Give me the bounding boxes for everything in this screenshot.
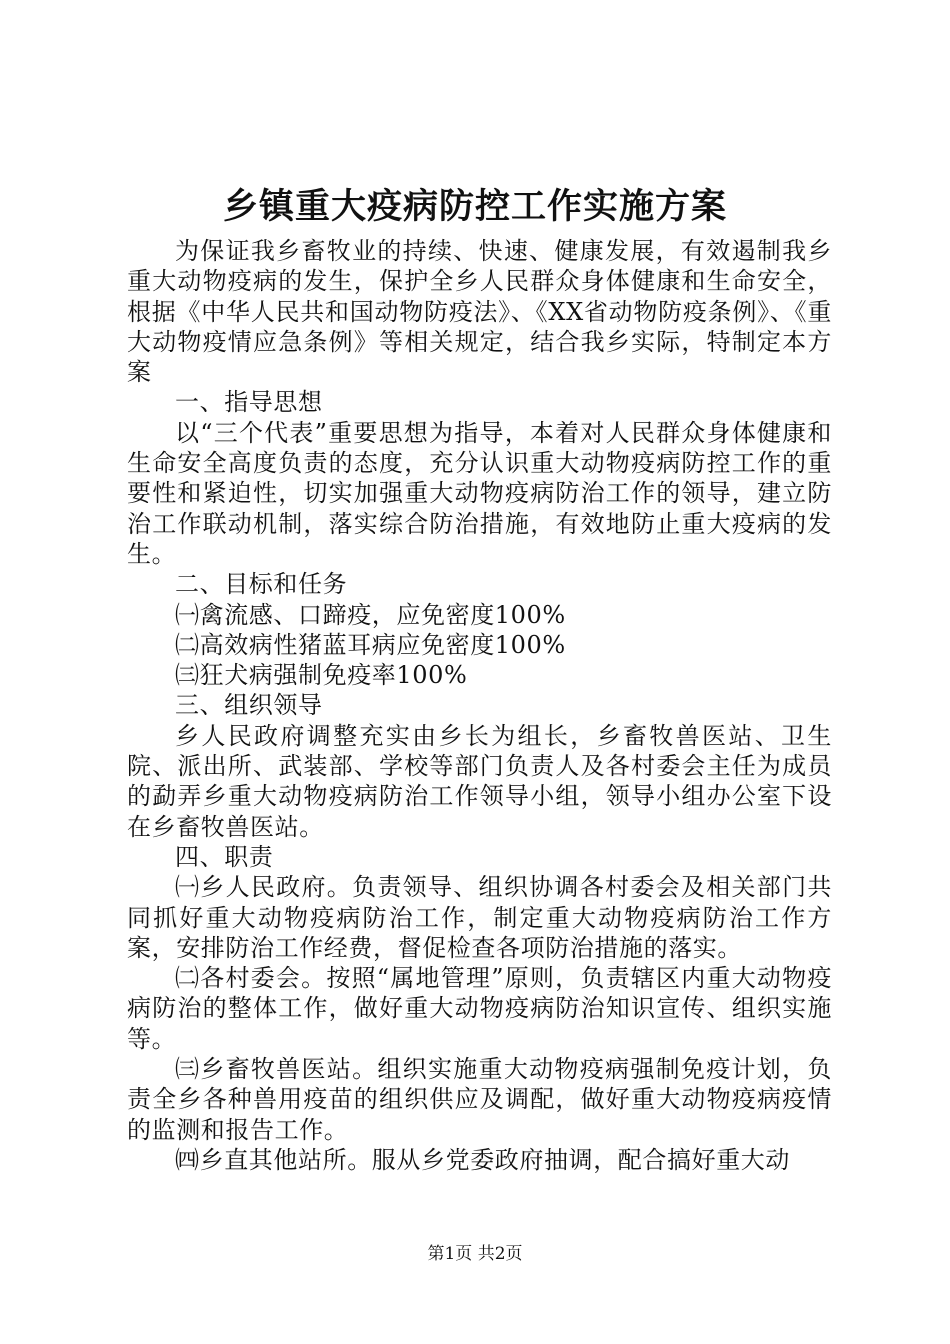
goal-item-2: ㈡高效病性猪蓝耳病应免密度100% xyxy=(175,630,566,659)
duty-item-1: ㈠乡人民政府。负责领导、组织协调各村委会及相关部门共同抓好重大动物疫病防治工作，制定重大动物疫病防治工作方案，安排防治工作经费，督促检查各项防治措施的落实。 xyxy=(127,873,832,962)
intro-paragraph: 为保证我乡畜牧业的持续、快速、健康发展，有效遏制我乡重大动物疫病的发生，保护全乡人民群众身体健康和生命安全，根据《中华人民共和国动物防疫法》、《XX省动物防疫条例》、《重大动物疫情应急条例》等相关规定，结合我乡实际，特制定本方案 xyxy=(127,237,832,387)
paragraph-guiding-thought: 以“三个代表”重要思想为指导，本着对人民群众身体健康和生命安全高度负责的态度，充分认识重大动物疫病防控工作的重要性和紧迫性，切实加强重大动物疫病防治工作的领导，建立防治工作联动机制，落实综合防治措施，有效地防止重大疫病的发生。 xyxy=(127,418,832,568)
section-heading-duties: 四、职责 xyxy=(175,842,274,871)
section-heading-organization: 三、组织领导 xyxy=(175,691,323,720)
section-heading-goals: 二、目标和任务 xyxy=(175,570,348,599)
document-body xyxy=(127,236,832,1175)
paragraph-organization: 乡人民政府调整充实由乡长为组长，乡畜牧兽医站、卫生院、派出所、武装部、学校等部门负责人及各村委会主任为成员的勐弄乡重大动物疫病防治工作领导小组，领导小组办公室下设在乡畜牧兽医站。 xyxy=(127,721,832,841)
section-heading-guiding-thought: 一、指导思想 xyxy=(175,388,323,417)
goal-item-3: ㈢狂犬病强制免疫率100% xyxy=(175,661,468,690)
duty-item-3: ㈢乡畜牧兽医站。组织实施重大动物疫病强制免疫计划，负责全乡各种兽用疫苗的组织供应及调配，做好重大动物疫病疫情的监测和报告工作。 xyxy=(127,1055,832,1144)
document-title: 乡镇重大疫病防控工作实施方案 xyxy=(222,186,727,227)
page-footer: 第1页 共2页 xyxy=(427,1244,523,1264)
duty-item-2: ㈡各村委会。按照“属地管理”原则，负责辖区内重大动物疫病防治的整体工作，做好重大动物疫病防治知识宣传、组织实施等。 xyxy=(127,964,832,1053)
goal-item-1: ㈠禽流感、口蹄疫，应免密度100% xyxy=(175,600,566,629)
duty-item-4: ㈣乡直其他站所。服从乡党委政府抽调，配合搞好重大动 xyxy=(175,1145,790,1174)
